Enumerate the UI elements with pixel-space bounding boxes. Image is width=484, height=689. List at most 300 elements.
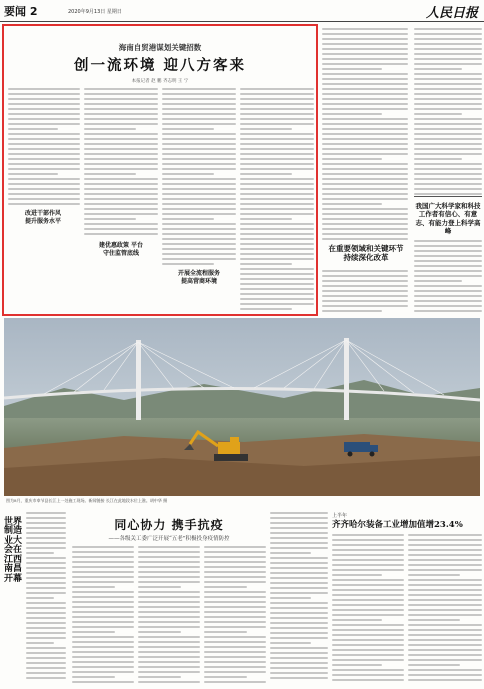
text-line <box>332 574 382 576</box>
text-line <box>162 238 236 240</box>
text-line <box>322 38 408 40</box>
text-line <box>414 305 482 307</box>
text-line <box>84 108 158 110</box>
text-line <box>26 527 66 529</box>
text-line <box>26 572 66 574</box>
text-line <box>8 193 80 195</box>
text-line <box>322 43 408 45</box>
text-line <box>322 48 408 50</box>
text-line <box>408 599 482 601</box>
text-line <box>332 649 404 651</box>
text-line <box>72 611 134 613</box>
text-line <box>322 63 408 65</box>
news-photo <box>4 318 480 496</box>
text-line <box>322 188 408 190</box>
text-line <box>414 275 482 277</box>
text-line <box>332 604 404 606</box>
text-line <box>332 614 404 616</box>
text-line <box>240 248 314 250</box>
text-line <box>26 632 66 634</box>
text-line <box>84 123 158 125</box>
subhead-mid-2: 开展全流程服务 提高营商环境 <box>177 270 220 285</box>
text-line <box>26 542 66 544</box>
lower-column-1 <box>72 546 134 686</box>
text-line <box>84 233 158 235</box>
text-line <box>204 561 266 563</box>
text-line <box>240 278 314 280</box>
text-line <box>240 273 314 275</box>
text-line <box>26 547 66 549</box>
text-line <box>162 223 236 225</box>
text-line <box>138 631 181 633</box>
text-line <box>414 178 482 180</box>
text-line <box>26 667 66 669</box>
text-line <box>414 43 482 45</box>
text-line <box>414 173 482 175</box>
text-line <box>72 626 134 628</box>
text-line <box>270 572 328 574</box>
lower-headline: 同心协力 携手抗疫 <box>114 518 224 532</box>
text-line <box>204 616 266 618</box>
text-line <box>322 310 382 312</box>
text-line <box>84 183 158 185</box>
text-line <box>240 293 314 295</box>
text-line <box>72 656 134 658</box>
text-line <box>8 153 80 155</box>
text-line <box>414 183 482 185</box>
text-line <box>414 58 482 60</box>
text-line <box>138 606 200 608</box>
text-line <box>240 118 314 120</box>
text-line <box>332 669 404 671</box>
text-line <box>270 522 328 524</box>
text-line <box>138 571 200 573</box>
text-line <box>322 98 408 100</box>
text-line <box>332 589 404 591</box>
text-line <box>72 571 134 573</box>
text-line <box>322 178 408 180</box>
text-line <box>138 656 200 658</box>
text-line <box>240 158 314 160</box>
text-line <box>162 133 236 135</box>
text-line <box>270 672 328 674</box>
text-line <box>414 83 482 85</box>
text-line <box>408 574 460 576</box>
text-line <box>270 657 328 659</box>
text-line <box>332 679 404 681</box>
text-line <box>408 584 482 586</box>
text-line <box>138 616 200 618</box>
text-line <box>162 173 214 175</box>
text-line <box>322 118 408 120</box>
text-line <box>162 163 236 165</box>
text-line <box>138 561 200 563</box>
text-line <box>408 544 482 546</box>
text-line <box>414 270 482 272</box>
text-line <box>84 133 158 135</box>
text-line <box>204 581 266 583</box>
text-line <box>322 123 408 125</box>
text-line <box>414 88 482 90</box>
text-line <box>414 300 482 302</box>
text-line <box>72 561 134 563</box>
text-line <box>414 153 482 155</box>
text-line <box>204 546 266 548</box>
text-line <box>138 671 200 673</box>
text-line <box>332 624 404 626</box>
text-line <box>322 168 408 170</box>
text-line <box>240 308 292 310</box>
text-line <box>270 582 328 584</box>
text-line <box>72 596 134 598</box>
lead-column-1 <box>8 88 80 208</box>
text-line <box>240 198 314 200</box>
text-line <box>414 33 482 35</box>
text-line <box>322 213 408 215</box>
text-line <box>414 188 482 190</box>
text-line <box>26 617 66 619</box>
text-line <box>414 138 482 140</box>
text-line <box>240 288 314 290</box>
text-line <box>414 148 482 150</box>
text-line <box>204 566 266 568</box>
text-line <box>322 238 408 240</box>
text-line <box>204 591 266 593</box>
text-line <box>84 198 158 200</box>
text-line <box>414 255 482 257</box>
text-line <box>204 601 266 603</box>
text-line <box>408 549 482 551</box>
text-line <box>8 103 80 105</box>
text-line <box>414 118 482 120</box>
text-line <box>138 676 181 678</box>
text-line <box>270 632 328 634</box>
text-line <box>240 113 314 115</box>
text-line <box>138 621 200 623</box>
text-line <box>84 148 158 150</box>
text-line <box>138 641 200 643</box>
text-line <box>84 143 158 145</box>
text-line <box>162 143 236 145</box>
text-line <box>322 193 408 195</box>
text-line <box>332 534 404 536</box>
text-line <box>240 108 314 110</box>
lower-subline: ——各级关工委广泛开展“五老”积极投身疫情防控 <box>108 536 230 542</box>
text-line <box>408 554 482 556</box>
text-line <box>240 203 314 205</box>
text-line <box>162 108 236 110</box>
text-line <box>240 133 314 135</box>
text-line <box>26 652 66 654</box>
text-line <box>240 183 314 185</box>
text-line <box>240 178 314 180</box>
text-line <box>84 218 136 220</box>
text-line <box>270 562 328 564</box>
text-line <box>26 517 66 519</box>
text-line <box>270 557 328 559</box>
text-line <box>204 641 266 643</box>
text-line <box>84 88 158 90</box>
text-line <box>414 280 462 282</box>
text-line <box>270 667 328 669</box>
text-line <box>240 253 314 255</box>
text-line <box>270 547 328 549</box>
text-line <box>72 636 134 638</box>
text-line <box>240 228 314 230</box>
text-line <box>204 681 266 683</box>
text-line <box>408 669 482 671</box>
text-line <box>84 93 158 95</box>
text-line <box>408 589 482 591</box>
text-line <box>84 118 158 120</box>
text-line <box>240 123 314 125</box>
text-line <box>322 183 408 185</box>
text-line <box>322 203 382 205</box>
text-line <box>8 143 80 145</box>
text-line <box>204 611 266 613</box>
text-line <box>204 621 266 623</box>
text-line <box>414 78 482 80</box>
text-line <box>8 198 80 200</box>
text-line <box>162 93 236 95</box>
text-line <box>414 108 482 110</box>
text-line <box>322 285 408 287</box>
bridge-photo-illustration <box>4 318 480 496</box>
text-line <box>8 138 80 140</box>
text-line <box>270 527 328 529</box>
text-line <box>72 566 134 568</box>
text-line <box>414 38 482 40</box>
text-line <box>270 537 328 539</box>
text-line <box>240 143 314 145</box>
text-line <box>8 163 80 165</box>
text-line <box>204 656 266 658</box>
text-line <box>84 138 158 140</box>
text-line <box>8 133 80 135</box>
text-line <box>84 98 158 100</box>
text-line <box>204 666 266 668</box>
text-line <box>162 98 236 100</box>
right-column-1b <box>322 270 408 315</box>
text-line <box>408 629 482 631</box>
text-line <box>322 223 408 225</box>
text-line <box>138 556 200 558</box>
right-box-headline: 我国广大科学家和科技工作者有信心、有意志、有能力登上科学高峰 <box>415 202 481 236</box>
text-line <box>322 128 408 130</box>
text-line <box>84 208 158 210</box>
text-line <box>72 606 134 608</box>
text-line <box>408 644 482 646</box>
text-line <box>26 567 66 569</box>
text-line <box>138 596 200 598</box>
right-lower-column-1 <box>332 534 404 684</box>
text-line <box>414 128 482 130</box>
text-line <box>332 629 404 631</box>
text-line <box>414 133 482 135</box>
text-line <box>332 569 404 571</box>
text-line <box>204 661 266 663</box>
text-line <box>322 108 408 110</box>
text-line <box>332 609 404 611</box>
text-line <box>414 193 482 195</box>
text-line <box>240 238 314 240</box>
text-line <box>270 512 328 514</box>
text-line <box>8 203 80 205</box>
text-line <box>414 245 482 247</box>
text-line <box>408 619 460 621</box>
right-lower-kicker: 上半年 <box>332 513 348 519</box>
text-line <box>162 253 236 255</box>
text-line <box>414 240 482 242</box>
text-line <box>414 123 482 125</box>
text-line <box>322 53 408 55</box>
text-line <box>84 173 136 175</box>
text-line <box>26 582 66 584</box>
text-line <box>26 647 66 649</box>
text-line <box>84 128 136 130</box>
text-line <box>408 679 482 681</box>
divider <box>414 196 482 197</box>
text-line <box>72 651 134 653</box>
text-line <box>162 128 214 130</box>
text-line <box>26 522 66 524</box>
text-line <box>332 579 404 581</box>
text-line <box>270 642 311 644</box>
text-line <box>408 614 482 616</box>
text-line <box>240 88 314 90</box>
text-line <box>162 228 236 230</box>
text-line <box>270 612 328 614</box>
text-line <box>408 634 482 636</box>
text-line <box>204 576 266 578</box>
text-line <box>72 581 134 583</box>
text-line <box>270 627 328 629</box>
text-line <box>270 647 328 649</box>
text-line <box>162 248 236 250</box>
text-line <box>8 173 58 175</box>
text-line <box>408 609 482 611</box>
text-line <box>72 676 115 678</box>
text-line <box>72 641 134 643</box>
text-line <box>322 143 408 145</box>
text-line <box>322 198 408 200</box>
text-line <box>162 208 236 210</box>
text-line <box>332 554 404 556</box>
text-line <box>332 599 404 601</box>
text-line <box>240 193 314 195</box>
text-line <box>408 604 482 606</box>
text-line <box>270 532 328 534</box>
right-lower-headline: 齐齐哈尔装备工业增加值增23.4% <box>332 520 463 530</box>
text-line <box>72 631 115 633</box>
text-line <box>26 597 54 599</box>
text-line <box>162 148 236 150</box>
text-line <box>240 233 314 235</box>
text-line <box>270 597 311 599</box>
text-line <box>26 532 66 534</box>
text-line <box>204 671 266 673</box>
text-line <box>72 616 134 618</box>
text-line <box>270 587 328 589</box>
text-line <box>26 592 66 594</box>
text-line <box>332 644 404 646</box>
masthead <box>0 0 484 22</box>
text-line <box>240 128 292 130</box>
text-line <box>72 546 134 548</box>
text-line <box>138 581 200 583</box>
right-column-1 <box>322 28 408 243</box>
text-line <box>270 662 328 664</box>
text-line <box>8 168 80 170</box>
text-line <box>270 567 328 569</box>
text-line <box>26 662 66 664</box>
text-line <box>322 233 408 235</box>
text-line <box>332 564 404 566</box>
text-line <box>414 113 462 115</box>
text-line <box>162 103 236 105</box>
text-line <box>162 88 236 90</box>
text-line <box>322 173 408 175</box>
text-line <box>204 551 266 553</box>
text-line <box>26 587 66 589</box>
text-line <box>8 118 80 120</box>
text-line <box>84 193 158 195</box>
text-line <box>162 218 214 220</box>
text-line <box>84 113 158 115</box>
text-line <box>84 203 158 205</box>
text-line <box>204 631 247 633</box>
text-line <box>84 168 158 170</box>
text-line <box>8 93 80 95</box>
text-line <box>414 93 482 95</box>
text-line <box>414 28 482 30</box>
text-line <box>332 659 404 661</box>
text-line <box>270 592 328 594</box>
text-line <box>240 153 314 155</box>
text-line <box>240 208 314 210</box>
text-line <box>240 93 314 95</box>
subhead-left: 改进干部作风 提升服务水平 <box>24 210 61 225</box>
text-line <box>204 571 266 573</box>
text-line <box>414 98 482 100</box>
text-line <box>408 569 482 571</box>
text-line <box>162 138 236 140</box>
text-line <box>322 88 408 90</box>
text-line <box>72 671 134 673</box>
text-line <box>332 634 404 636</box>
date-line: 2020年9月13日 星期日 <box>68 9 122 15</box>
text-line <box>162 203 236 205</box>
right-lower-column-2 <box>408 534 482 684</box>
text-line <box>240 283 314 285</box>
text-line <box>8 178 80 180</box>
text-line <box>240 173 292 175</box>
text-line <box>414 260 482 262</box>
text-line <box>414 158 462 160</box>
text-line <box>332 654 404 656</box>
text-line <box>8 98 80 100</box>
text-line <box>84 188 158 190</box>
text-line <box>72 661 134 663</box>
text-line <box>84 158 158 160</box>
lead-headline[interactable]: 创一流环境 迎八方客来 <box>73 57 247 74</box>
lead-column-2 <box>84 88 158 238</box>
text-line <box>8 148 80 150</box>
text-line <box>332 544 404 546</box>
text-line <box>322 295 408 297</box>
text-line <box>408 664 460 666</box>
text-line <box>270 607 328 609</box>
